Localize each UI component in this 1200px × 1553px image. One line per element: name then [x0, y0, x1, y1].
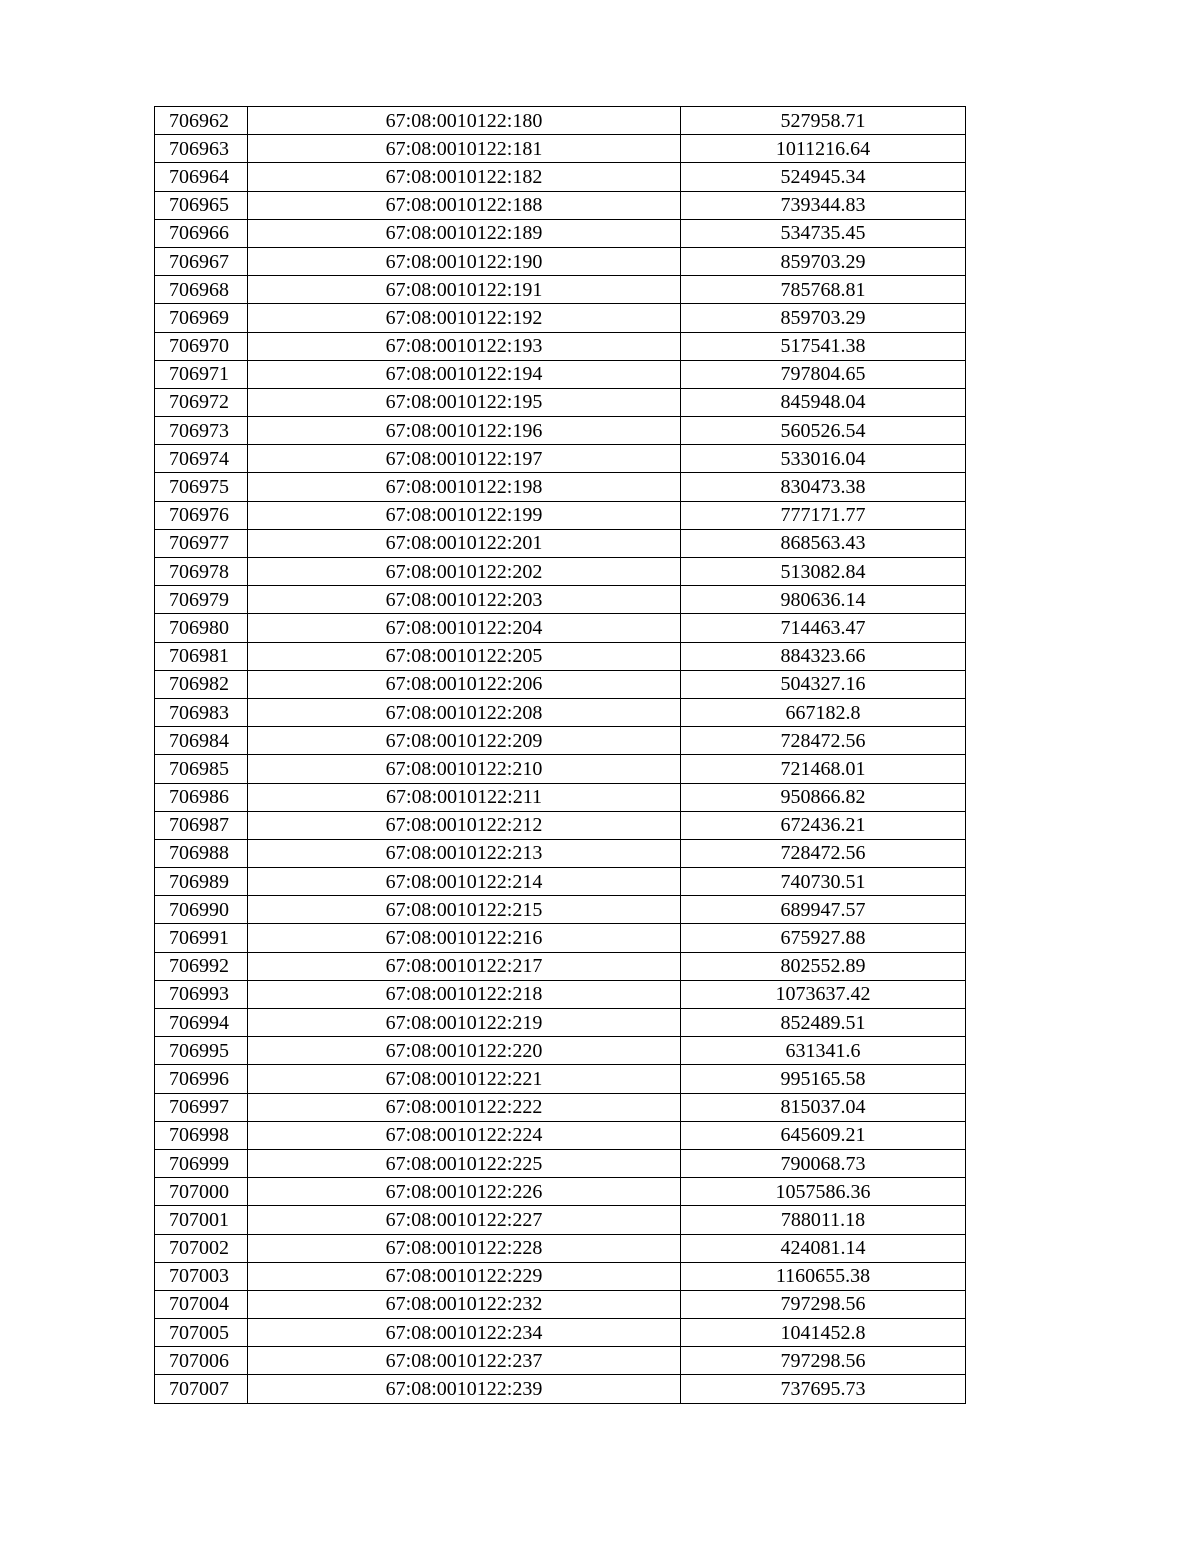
- value-cell: 534735.45: [681, 219, 966, 247]
- cadastral-number-cell: 67:08:0010122:239: [248, 1375, 681, 1403]
- value-cell: 1073637.42: [681, 980, 966, 1008]
- cadastral-number-cell: 67:08:0010122:196: [248, 417, 681, 445]
- table-row: [155, 360, 966, 388]
- value-cell: 797298.56: [681, 1347, 966, 1375]
- value-cell: 728472.56: [681, 839, 966, 867]
- cadastral-number-cell: 67:08:0010122:190: [248, 247, 681, 275]
- value-cell: 845948.04: [681, 388, 966, 416]
- row-id-cell: 706985: [155, 755, 248, 783]
- row-id-cell: 706974: [155, 445, 248, 473]
- cadastral-number-cell: 67:08:0010122:216: [248, 924, 681, 952]
- table-row: [155, 1234, 966, 1262]
- cadastral-number-cell: 67:08:0010122:224: [248, 1121, 681, 1149]
- cadastral-number-cell: 67:08:0010122:204: [248, 614, 681, 642]
- table-row: [155, 839, 966, 867]
- value-cell: 1041452.8: [681, 1319, 966, 1347]
- table-row: [155, 558, 966, 586]
- cadastral-number-cell: 67:08:0010122:182: [248, 163, 681, 191]
- table-row: [155, 304, 966, 332]
- table-row: [155, 1065, 966, 1093]
- cadastral-number-cell: 67:08:0010122:214: [248, 868, 681, 896]
- table-row: [155, 980, 966, 1008]
- value-cell: 1011216.64: [681, 135, 966, 163]
- value-cell: 517541.38: [681, 332, 966, 360]
- value-cell: 830473.38: [681, 473, 966, 501]
- table-row: [155, 614, 966, 642]
- cadastral-number-cell: 67:08:0010122:188: [248, 191, 681, 219]
- table-row: [155, 1347, 966, 1375]
- table-row: [155, 191, 966, 219]
- row-id-cell: 706989: [155, 868, 248, 896]
- row-id-cell: 706972: [155, 388, 248, 416]
- row-id-cell: 707007: [155, 1375, 248, 1403]
- cadastral-number-cell: 67:08:0010122:191: [248, 276, 681, 304]
- cadastral-number-cell: 67:08:0010122:189: [248, 219, 681, 247]
- row-id-cell: 707004: [155, 1290, 248, 1318]
- cadastral-number-cell: 67:08:0010122:226: [248, 1178, 681, 1206]
- table-row: [155, 698, 966, 726]
- value-cell: 777171.77: [681, 501, 966, 529]
- data-table: [154, 106, 966, 1404]
- row-id-cell: 706976: [155, 501, 248, 529]
- cadastral-number-cell: 67:08:0010122:203: [248, 586, 681, 614]
- cadastral-number-cell: 67:08:0010122:209: [248, 727, 681, 755]
- cadastral-number-cell: 67:08:0010122:222: [248, 1093, 681, 1121]
- value-cell: 728472.56: [681, 727, 966, 755]
- value-cell: 788011.18: [681, 1206, 966, 1234]
- value-cell: 675927.88: [681, 924, 966, 952]
- cadastral-number-cell: 67:08:0010122:228: [248, 1234, 681, 1262]
- cadastral-number-cell: 67:08:0010122:220: [248, 1037, 681, 1065]
- row-id-cell: 706965: [155, 191, 248, 219]
- value-cell: 950866.82: [681, 783, 966, 811]
- table-row: [155, 163, 966, 191]
- cadastral-number-cell: 67:08:0010122:197: [248, 445, 681, 473]
- table-row: [155, 1009, 966, 1037]
- cadastral-number-cell: 67:08:0010122:206: [248, 670, 681, 698]
- table-row: [155, 1290, 966, 1318]
- table-row: [155, 529, 966, 557]
- table-row: [155, 868, 966, 896]
- cadastral-number-cell: 67:08:0010122:208: [248, 698, 681, 726]
- value-cell: 980636.14: [681, 586, 966, 614]
- cadastral-number-cell: 67:08:0010122:219: [248, 1009, 681, 1037]
- cadastral-number-cell: 67:08:0010122:218: [248, 980, 681, 1008]
- cadastral-number-cell: 67:08:0010122:215: [248, 896, 681, 924]
- row-id-cell: 707002: [155, 1234, 248, 1262]
- cadastral-number-cell: 67:08:0010122:213: [248, 839, 681, 867]
- value-cell: 797298.56: [681, 1290, 966, 1318]
- cadastral-number-cell: 67:08:0010122:201: [248, 529, 681, 557]
- cadastral-number-cell: 67:08:0010122:221: [248, 1065, 681, 1093]
- row-id-cell: 706968: [155, 276, 248, 304]
- table-row: [155, 1149, 966, 1177]
- table-row: [155, 1037, 966, 1065]
- value-cell: 995165.58: [681, 1065, 966, 1093]
- table-row: [155, 811, 966, 839]
- table-row: [155, 219, 966, 247]
- cadastral-number-cell: 67:08:0010122:211: [248, 783, 681, 811]
- cadastral-number-cell: 67:08:0010122:212: [248, 811, 681, 839]
- value-cell: 859703.29: [681, 304, 966, 332]
- table-row: [155, 1093, 966, 1121]
- table-row: [155, 276, 966, 304]
- row-id-cell: 706973: [155, 417, 248, 445]
- row-id-cell: 706996: [155, 1065, 248, 1093]
- value-cell: 714463.47: [681, 614, 966, 642]
- table-row: [155, 755, 966, 783]
- value-cell: 672436.21: [681, 811, 966, 839]
- table-body: [155, 107, 966, 1404]
- table-row: [155, 783, 966, 811]
- table-row: [155, 107, 966, 135]
- cadastral-number-cell: 67:08:0010122:225: [248, 1149, 681, 1177]
- value-cell: 524945.34: [681, 163, 966, 191]
- table-row: [155, 332, 966, 360]
- row-id-cell: 706964: [155, 163, 248, 191]
- row-id-cell: 706998: [155, 1121, 248, 1149]
- row-id-cell: 706987: [155, 811, 248, 839]
- value-cell: 504327.16: [681, 670, 966, 698]
- value-cell: 631341.6: [681, 1037, 966, 1065]
- value-cell: 667182.8: [681, 698, 966, 726]
- value-cell: 868563.43: [681, 529, 966, 557]
- value-cell: 737695.73: [681, 1375, 966, 1403]
- value-cell: 1160655.38: [681, 1262, 966, 1290]
- table-row: [155, 1375, 966, 1403]
- row-id-cell: 706992: [155, 952, 248, 980]
- cadastral-number-cell: 67:08:0010122:180: [248, 107, 681, 135]
- row-id-cell: 706963: [155, 135, 248, 163]
- cadastral-number-cell: 67:08:0010122:198: [248, 473, 681, 501]
- row-id-cell: 707003: [155, 1262, 248, 1290]
- cadastral-number-cell: 67:08:0010122:195: [248, 388, 681, 416]
- value-cell: 533016.04: [681, 445, 966, 473]
- value-cell: 739344.83: [681, 191, 966, 219]
- cadastral-number-cell: 67:08:0010122:202: [248, 558, 681, 586]
- value-cell: 527958.71: [681, 107, 966, 135]
- cadastral-number-cell: 67:08:0010122:229: [248, 1262, 681, 1290]
- row-id-cell: 707000: [155, 1178, 248, 1206]
- table-row: [155, 445, 966, 473]
- row-id-cell: 706982: [155, 670, 248, 698]
- row-id-cell: 706971: [155, 360, 248, 388]
- value-cell: 740730.51: [681, 868, 966, 896]
- value-cell: 884323.66: [681, 642, 966, 670]
- value-cell: 785768.81: [681, 276, 966, 304]
- cadastral-number-cell: 67:08:0010122:234: [248, 1319, 681, 1347]
- row-id-cell: 706997: [155, 1093, 248, 1121]
- row-id-cell: 706962: [155, 107, 248, 135]
- table-row: [155, 247, 966, 275]
- row-id-cell: 706986: [155, 783, 248, 811]
- table-row: [155, 1178, 966, 1206]
- row-id-cell: 706970: [155, 332, 248, 360]
- table-row: [155, 670, 966, 698]
- value-cell: 802552.89: [681, 952, 966, 980]
- value-cell: 424081.14: [681, 1234, 966, 1262]
- table-row: [155, 952, 966, 980]
- row-id-cell: 706981: [155, 642, 248, 670]
- cadastral-number-cell: 67:08:0010122:181: [248, 135, 681, 163]
- table-row: [155, 388, 966, 416]
- value-cell: 815037.04: [681, 1093, 966, 1121]
- row-id-cell: 706991: [155, 924, 248, 952]
- table-row: [155, 727, 966, 755]
- cadastral-number-cell: 67:08:0010122:192: [248, 304, 681, 332]
- row-id-cell: 706983: [155, 698, 248, 726]
- table-row: [155, 417, 966, 445]
- row-id-cell: 706994: [155, 1009, 248, 1037]
- row-id-cell: 706978: [155, 558, 248, 586]
- cadastral-number-cell: 67:08:0010122:227: [248, 1206, 681, 1234]
- table-row: [155, 501, 966, 529]
- table-row: [155, 1262, 966, 1290]
- table-row: [155, 924, 966, 952]
- table-row: [155, 642, 966, 670]
- row-id-cell: 706993: [155, 980, 248, 1008]
- value-cell: 689947.57: [681, 896, 966, 924]
- cadastral-number-cell: 67:08:0010122:237: [248, 1347, 681, 1375]
- cadastral-number-cell: 67:08:0010122:205: [248, 642, 681, 670]
- value-cell: 560526.54: [681, 417, 966, 445]
- row-id-cell: 706967: [155, 247, 248, 275]
- row-id-cell: 707005: [155, 1319, 248, 1347]
- cadastral-number-cell: 67:08:0010122:210: [248, 755, 681, 783]
- table-row: [155, 1319, 966, 1347]
- cadastral-number-cell: 67:08:0010122:193: [248, 332, 681, 360]
- row-id-cell: 706984: [155, 727, 248, 755]
- row-id-cell: 706966: [155, 219, 248, 247]
- row-id-cell: 706999: [155, 1149, 248, 1177]
- cadastral-number-cell: 67:08:0010122:217: [248, 952, 681, 980]
- table-row: [155, 586, 966, 614]
- value-cell: 790068.73: [681, 1149, 966, 1177]
- value-cell: 645609.21: [681, 1121, 966, 1149]
- row-id-cell: 706975: [155, 473, 248, 501]
- row-id-cell: 707001: [155, 1206, 248, 1234]
- row-id-cell: 706979: [155, 586, 248, 614]
- value-cell: 513082.84: [681, 558, 966, 586]
- table-row: [155, 896, 966, 924]
- row-id-cell: 706980: [155, 614, 248, 642]
- value-cell: 797804.65: [681, 360, 966, 388]
- row-id-cell: 706988: [155, 839, 248, 867]
- row-id-cell: 706977: [155, 529, 248, 557]
- table-row: [155, 135, 966, 163]
- value-cell: 852489.51: [681, 1009, 966, 1037]
- cadastral-number-cell: 67:08:0010122:194: [248, 360, 681, 388]
- value-cell: 721468.01: [681, 755, 966, 783]
- value-cell: 1057586.36: [681, 1178, 966, 1206]
- row-id-cell: 707006: [155, 1347, 248, 1375]
- table-row: [155, 473, 966, 501]
- row-id-cell: 706969: [155, 304, 248, 332]
- table-row: [155, 1121, 966, 1149]
- cadastral-number-cell: 67:08:0010122:232: [248, 1290, 681, 1318]
- row-id-cell: 706995: [155, 1037, 248, 1065]
- value-cell: 859703.29: [681, 247, 966, 275]
- table-row: [155, 1206, 966, 1234]
- cadastral-number-cell: 67:08:0010122:199: [248, 501, 681, 529]
- row-id-cell: 706990: [155, 896, 248, 924]
